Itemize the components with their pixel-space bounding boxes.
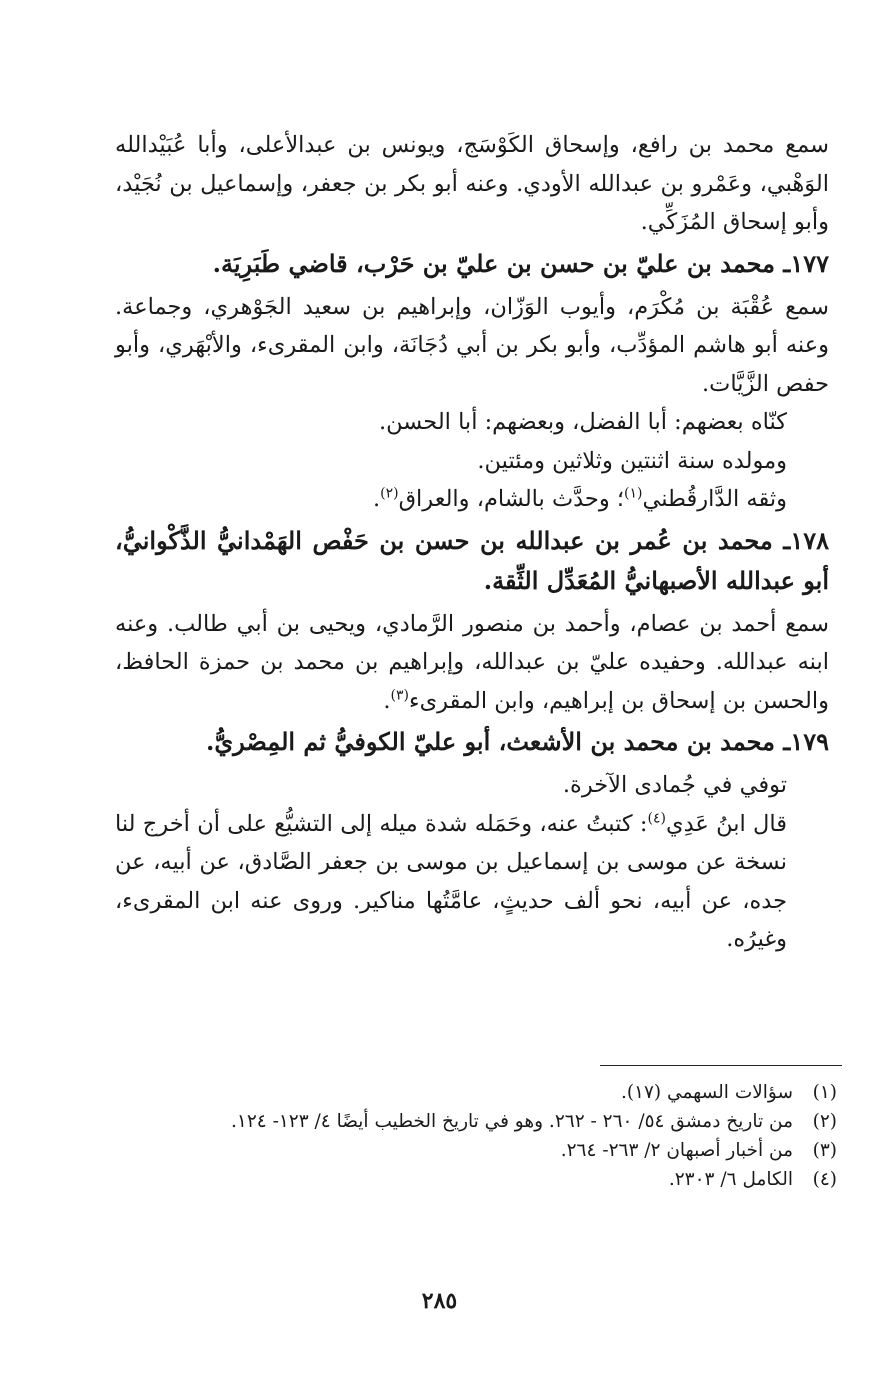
main-text [115, 126, 829, 959]
text-segment: سمع أحمد بن عصام، وأحمد بن منصور الرَّمادي، ويحيى بن أبي طالب. وعنه ابنه عبدالله. وحفيده عليّ بن عبدالله، وإبراهيم بن محمد بن حمزة الحافظ، والحسن بن إسحاق بن إبراهيم، وابن المقرىء [115, 610, 829, 714]
footnotes [115, 1078, 837, 1194]
text-segment: . [383, 687, 391, 714]
footnote-text: من تاريخ دمشق ٥٤/ ٢٦٠ - ٢٦٢. وهو في تاريخ الخطيب أيضًا ٤/ ١٢٣- ١٢٤. [231, 1111, 793, 1132]
footnote-ref-2[interactable]: (٢) [380, 485, 399, 502]
footnote-ref-4[interactable]: (٤) [647, 810, 666, 826]
footnote-number: (٣) [812, 1140, 837, 1161]
paragraph-entry-177: سمع عُقْبَة بن مُكْرَم، وأيوب الوَزّان، وإبراهيم بن سعيد الجَوْهري، وجماعة. وعنه أبو هاشم المؤدِّب، وأبو بكر بن أبي دُجَانَة، وابن المقرىء، والأبْهَري، وأبو حفص الزَّيَّات. [115, 293, 829, 397]
footnote-number: (٤) [812, 1169, 837, 1190]
footnote-number: (٢) [812, 1111, 837, 1132]
footnote-ref-1[interactable]: (١) [624, 485, 643, 502]
paragraph-entry-178 [115, 605, 829, 721]
footnote-ref-3[interactable]: (٣) [390, 687, 409, 703]
footnote-item [115, 1078, 837, 1107]
text-segment: وثقه الدَّارقُطني [642, 486, 787, 512]
footnote-number: (١) [812, 1082, 837, 1103]
entry-heading-177: ١٧٧ـ محمد بن عليّ بن حسن بن عليّ بن حَرْب، قاضي طَبَرِيَة. [212, 248, 829, 278]
footnote-text: سؤالات السهمي (١٧). [620, 1082, 793, 1103]
footnote-text: من أخبار أصبهان ٢/ ٢٦٣- ٢٦٤. [560, 1140, 793, 1161]
paragraph-ibn-adi [115, 805, 829, 959]
footnote-item [115, 1136, 837, 1165]
paragraph-tawthiq [115, 480, 829, 519]
text-segment: : كتبتُ عنه، وحَمَله شدة ميله إلى التشيُّع على أن أخرج لنا نسخة عن موسى بن إسماعيل بن موسى بن جعفر الصَّادق، عن أبيه، عن جده، عن أبيه، نحو ألف حديثٍ، عامَّتُها مناكير. وروى عنه ابن المقرىء، وغيرُه. [115, 810, 787, 952]
page-number: ٢٨٥ [421, 1288, 458, 1314]
text-segment: . [372, 486, 381, 512]
footnote-divider [600, 1065, 842, 1066]
paragraph-kunya: كنّاه بعضهم: أبا الفضل، وبعضهم: أبا الحسن. [378, 409, 787, 435]
text-segment: ؛ وحدَّث بالشام، والعراق [398, 486, 625, 512]
footnote-text: الكامل ٦/ ٢٣٠٣. [668, 1169, 793, 1190]
paragraph-birth: ومولده سنة اثنتين وثلاثين ومئتين. [477, 447, 787, 474]
text-segment: قال ابنُ عَدِي [665, 810, 787, 837]
footnote-item [115, 1165, 837, 1194]
entry-heading-178: ١٧٨ـ محمد بن عُمر بن عبدالله بن حسن بن حَفْص الهَمْدانيُّ الذَّكْوانيُّ، أبو عبدالله الأصبهانيُّ المُعَدِّل الثِّقة. [115, 525, 829, 595]
paragraph-death: توفي في جُمادى الآخرة. [562, 772, 787, 798]
footnote-item [115, 1107, 837, 1136]
entry-heading-179: ١٧٩ـ محمد بن محمد بن الأشعث، أبو عليّ الكوفيُّ ثم المِصْريُّ. [206, 727, 829, 756]
paragraph-entry-176-continued: سمع محمد بن رافع، وإسحاق الكَوْسَج، ويونس بن عبدالأعلى، وأبا عُبَيْدالله الوَهْبي، وعَمْرو بن عبدالله الأودي. وعنه أبو بكر بن جعفر، وإسماعيل بن نُجَيْد، وأبو إسحاق المُزَكِّي. [115, 132, 829, 235]
